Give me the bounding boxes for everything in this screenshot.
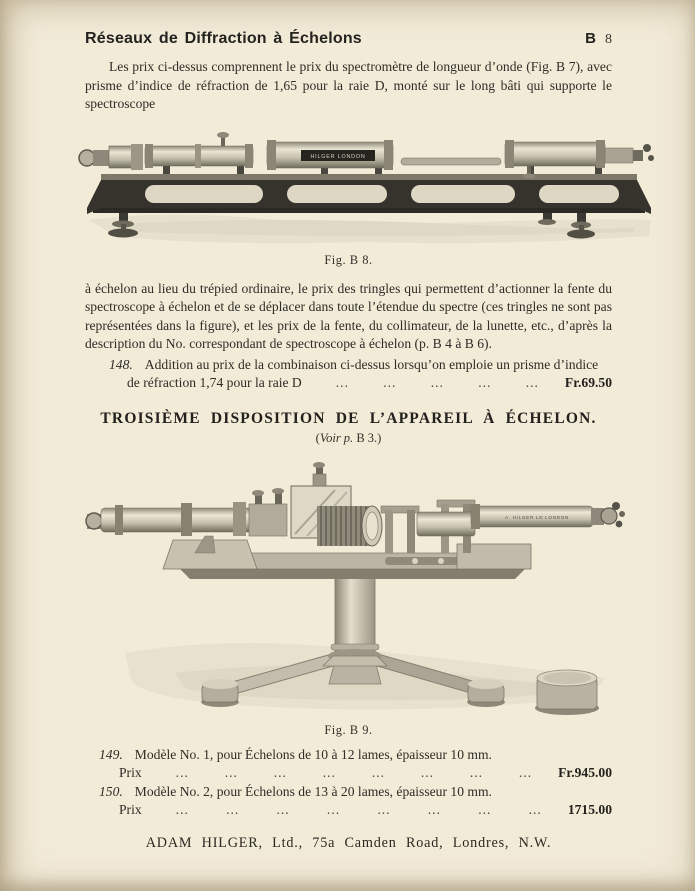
paragraph-intro: Les prix ci-dessus comprennent le prix du spectromètre de longueur d’onde (Fig. B 7), avec prisme d’indice de réfraction de 1,65 pour la raie D, monté sur le long bâti qui supporte le spectroscope — [85, 59, 612, 111]
figure-b9 — [85, 448, 625, 716]
section-heading: TROISIÈME DISPOSITION DE L’APPAREIL À ÉCHELON. — [100, 409, 597, 427]
item-149-text: Modèle No. 1, pour Échelons de 10 à 12 lames, épaisseur 10 mm. — [134, 746, 492, 762]
fig-b9-engraving — [85, 448, 625, 716]
page-ref-letter: B — [585, 30, 596, 47]
section-subheading — [85, 431, 612, 446]
item-148-price-row — [85, 374, 612, 393]
fig-b8-engraving — [75, 118, 665, 246]
item-150-line1 — [85, 783, 612, 802]
subheading-rest: B 3.) — [353, 430, 382, 445]
subheading-open: ( — [315, 430, 320, 445]
page-title: Réseaux de Diffraction à Échelons — [85, 30, 362, 47]
page-header — [85, 30, 612, 48]
dot-leader: ... ... ... ... ... ... ... ... — [175, 765, 533, 780]
subheading-voir: Voir p. — [319, 430, 354, 445]
item-150-price-row — [85, 801, 612, 820]
fig-b8-caption: Fig. B 8. — [324, 252, 373, 267]
item-148-price: Fr.69.50 — [564, 375, 612, 390]
item-150-number: 150. — [99, 783, 123, 799]
figure-b8 — [75, 118, 665, 246]
paragraph-body: à échelon au lieu du trépied ordinaire, le prix des tringles qui permettent d’actionner la fente du spectroscope à échelon et de se déplacer dans toute l’étendue du spectre (ces tringles ne sont pas représentées dans la figure), et les prix de la fente, du collimateur, de la lunette, etc., d’après la description du No. correspondant de spectroscope à échelon (p. B 4 à B 6). — [85, 280, 612, 351]
item-149-price: Fr.945.00 — [558, 765, 612, 780]
page-reference — [585, 30, 612, 48]
item-148-text: Addition au prix de la combinaison ci-dessus lorsqu’on emploie un prisme d’indice — [144, 356, 599, 372]
dot-leader: ... ... ... ... ... ... ... ... — [175, 802, 542, 817]
footer-address: ADAM HILGER, Ltd., 75a Camden Road, Londres, N.W. — [145, 834, 552, 851]
item-148-line1 — [85, 356, 612, 375]
fig-b9-caption: Fig. B 9. — [324, 722, 373, 737]
item-149-price-label: Prix — [119, 765, 142, 780]
item-149-line1 — [85, 746, 612, 765]
item-148-text2: de réfraction 1,74 pour la raie D — [127, 375, 302, 390]
item-149-number: 149. — [99, 746, 123, 762]
item-150-price-label: Prix — [119, 802, 142, 817]
item-148-number: 148. — [109, 356, 133, 372]
item-149-price-row — [85, 764, 612, 783]
fig-b9-tube-label: A. HILGER LD LONDON — [504, 514, 570, 520]
item-150-price: 1715.00 — [567, 802, 612, 817]
dot-leader: ... ... ... ... ... — [335, 375, 539, 390]
page-ref-number: 8 — [605, 32, 612, 47]
fig-b8-tube-label: HILGER LONDON — [310, 153, 366, 160]
item-150-text: Modèle No. 2, pour Échelons de 13 à 20 lames, épaisseur 10 mm. — [134, 783, 492, 799]
